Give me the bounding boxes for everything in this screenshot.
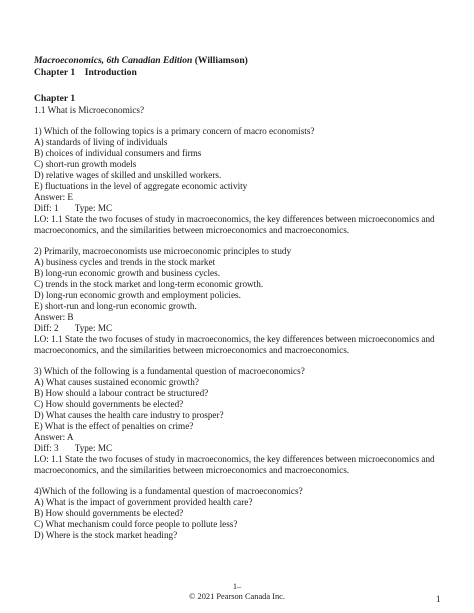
learning-objective: LO: 1.1 State the two focuses of study in macroeconomics, the key differences between microeconomics and macroeconomics, and the similarities between microeconomics and macroeconomics. [34, 454, 435, 475]
option-d: D) long-run economic growth and employment policies. [34, 290, 241, 300]
option-e: E) What is the effect of penalties on crime? [34, 421, 194, 431]
difficulty-type-line [34, 443, 444, 454]
learning-objective: LO: 1.1 State the two focuses of study in macroeconomics, the key differences between microeconomics and macroeconomics, and the similarities between microeconomics and macroeconomics. [34, 334, 435, 355]
book-title-line [34, 55, 444, 67]
option-b: B) choices of individual consumers and firms [34, 148, 202, 158]
question-stem: 2) Primarily, macroeconomists use microeconomic principles to study [34, 246, 292, 256]
chapter-title-line [34, 67, 444, 79]
question-type: Type: MC [74, 443, 113, 453]
option-b: B) How should governments be elected? [34, 508, 184, 518]
difficulty-type-line [34, 203, 444, 214]
chapter-label: Chapter 1 [34, 67, 76, 78]
answer-line: Answer: E [34, 192, 74, 202]
option-a: A) standards of living of individuals [34, 137, 168, 147]
question-block-3 [34, 366, 444, 476]
option-a: A) What causes sustained economic growth? [34, 377, 199, 387]
question-stem: 3) Which of the following is a fundamental question of macroeconomics? [34, 366, 305, 376]
option-c: C) How should governments be elected? [34, 399, 184, 409]
question-type: Type: MC [74, 203, 113, 213]
option-e: E) short-run and long-run economic growth. [34, 301, 197, 311]
option-b: B) How should a labour contract be structured? [34, 388, 209, 398]
difficulty: Diff: 3 [34, 443, 59, 453]
option-e: E) fluctuations in the level of aggregate economic activity [34, 181, 248, 191]
option-c: C) trends in the stock market and long-term economic growth. [34, 279, 264, 289]
copyright-notice: © 2021 Pearson Canada Inc. [189, 592, 285, 601]
page-footer [0, 582, 474, 602]
book-title: Macroeconomics, 6th Canadian Edition [34, 55, 193, 66]
option-c: C) short-run growth models [34, 159, 137, 169]
question-block-4 [34, 486, 444, 541]
option-d: D) What causes the health care industry to prosper? [34, 410, 224, 420]
learning-objective: LO: 1.1 State the two focuses of study in macroeconomics, the key differences between microeconomics and macroeconomics, and the similarities between microeconomics and macroeconomics. [34, 214, 435, 235]
chapter-heading: Chapter 1 [34, 93, 76, 104]
page-content [34, 55, 444, 541]
option-c: C) What mechanism could force people to pollute less? [34, 519, 238, 529]
difficulty: Diff: 2 [34, 323, 59, 333]
answer-line: Answer: B [34, 312, 74, 322]
option-b: B) long-run economic growth and business cycles. [34, 268, 221, 278]
page-number: 1 [436, 594, 441, 604]
question-stem: 1) Which of the following topics is a primary concern of macro economists? [34, 126, 315, 136]
book-author: (Williamson) [194, 55, 248, 66]
chapter-title: Introduction [84, 67, 137, 78]
difficulty: Diff: 1 [34, 203, 59, 213]
option-d: D) relative wages of skilled and unskilled workers. [34, 170, 222, 180]
question-stem: 4)Which of the following is a fundamental question of macroeconomics? [34, 486, 303, 496]
page-marker: 1– [232, 582, 242, 591]
option-d: D) Where is the stock market heading? [34, 530, 178, 540]
option-a: A) What is the impact of government provided health care? [34, 497, 253, 507]
question-block-1 [34, 126, 444, 236]
subsection-heading: 1.1 What is Microeconomics? [34, 105, 145, 115]
difficulty-type-line [34, 323, 444, 334]
question-block-2 [34, 246, 444, 356]
option-a: A) business cycles and trends in the stock market [34, 257, 216, 267]
answer-line: Answer: A [34, 432, 74, 442]
question-type: Type: MC [74, 323, 113, 333]
